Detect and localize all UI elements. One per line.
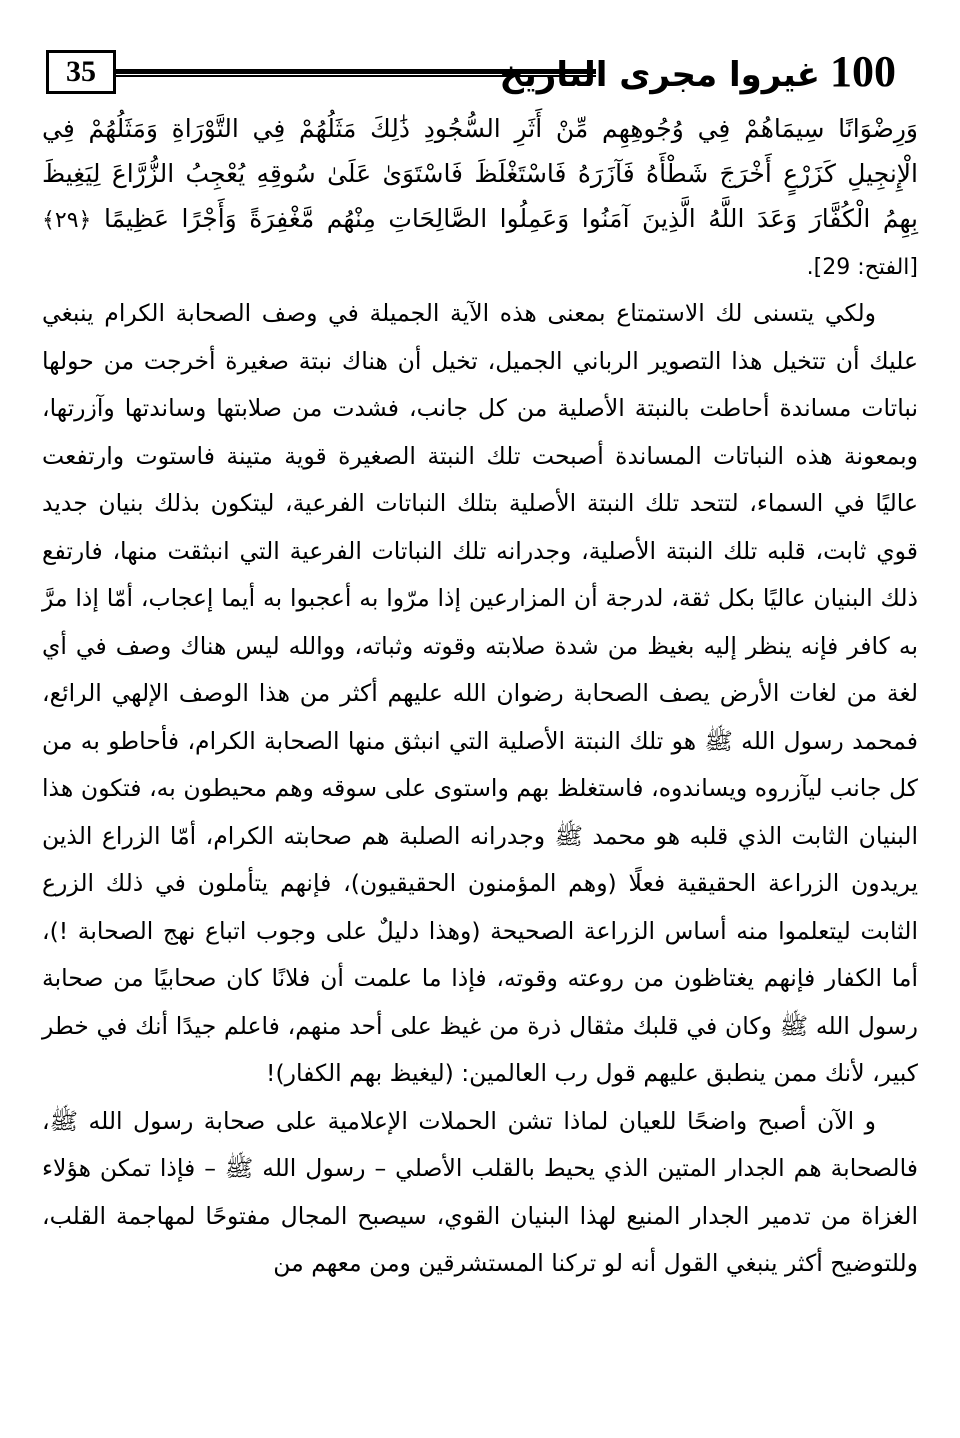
page-number: 35 (66, 55, 96, 88)
verse-citation: [الفتح: 29]. (806, 255, 918, 280)
quran-verse-text: وَرِضْوَانًا سِيمَاهُمْ فِي وُجُوهِهِم مِّنْ أَثَرِ السُّجُودِ ذَٰلِكَ مَثَلُهُمْ فِي التَّوْرَاةِ وَمَثَلُهُمْ فِي الْإِنجِيلِ كَزَرْعٍ أَخْرَجَ شَطْأَهُ فَآزَرَهُ فَاسْتَغْلَظَ فَاسْتَوَىٰ عَلَىٰ سُوقِهِ يُعْجِبُ الزُّرَّاعَ لِيَغِيظَ بِهِمُ الْكُفَّارَ وَعَدَ اللَّهُ الَّذِينَ آمَنُوا وَعَمِلُوا الصَّالِحَاتِ مِنْهُم مَّغْفِرَةً وَأَجْرًا عَظِيمًا (42, 114, 918, 233)
verse-end-marker: ﴿٢٩﴾ (42, 208, 92, 233)
paragraph-1: ولكي يتسنى لك الاستمتاع بمعنى هذه الآية الجميلة في وصف الصحابة الكرام ينبغي عليك أن تتخيل هذا التصوير الرباني الجميل، تخيل أن هناك نبتة صغيرة أخرجت من حولها نباتات مساندة أحاطت بالنبتة الأصلية من كل جانب، فشدت من صلابتها وساندتها وآزرتها، وبمعونة هذه النباتات المساندة أصبحت تلك النبتة الصغيرة قوية متينة فاستوت وارتفعت عاليًا في السماء، لتتحد تلك النبتة الأصلية بتلك النباتات الفرعية، ليتكون بذلك بنيان جديد قوي ثابت، قلبه تلك النبتة الأصلية، وجدرانه تلك النباتات الفرعية التي انبثقت منها، فارتفع ذلك البنيان عاليًا بكل ثقة، لدرجة أن المزارعين إذا مرّوا به أعجبوا به أيما إعجاب، أمّا إذا مرَّ به كافر فإنه ينظر إليه بغيظ من شدة صلابته وقوته وثباته، ووالله ليس هناك وصف في أي لغة من لغات الأرض يصف الصحابة رضوان الله عليهم أكثر من هذا الوصف الإلهي الرائع، فمحمد رسول الله ﷺ هو تلك النبتة الأصلية التي انبثق منها الصحابة الكرام، فأحاطو به من كل جانب ليآزروه ويساندوه، فاستغلظ بهم واستوى على سوقه وهم محيطون به، فتكون هذا البنيان الثابت الذي قلبه هو محمد ﷺ وجدرانه الصلبة هم صحابته الكرام، أمّا الزراع الذين يريدون الزراعة الحقيقية فعلًا (وهم المؤمنون الحقيقيون)، فإنهم يتأملون في ذلك الزرع الثابت ليتعلموا منه أساس الزراعة الصحيحة (وهذا دليلٌ على وجوب اتباع نهج الصحابة !)، أما الكفار فإنهم يغتاظون من روعته وقوته، فإذا ما علمت أن فلانًا كان صحابيًا من صحابة رسول الله ﷺ وكان في قلبك مثقال ذرة من غيظ على أحد منهم، فاعلم جيدًا أنك في خطر كبير، لأنك ممن ينطبق عليهم قول رب العالمين: (ليغيظ بهم الكفار)! (42, 299, 918, 1087)
book-title (500, 44, 897, 103)
book-title-text: غيروا مجرى التاريخ (499, 55, 820, 95)
page-content (42, 106, 918, 1288)
quran-verse (42, 106, 918, 290)
book-title-number: 100 (830, 47, 896, 96)
page-number-box (46, 50, 116, 94)
page-header (46, 44, 896, 100)
paragraph-2: و الآن أصبح واضحًا للعيان لماذا تشن الحملات الإعلامية على صحابة رسول الله ﷺ، فالصحابة هم الجدار المتين الذي يحيط بالقلب الأصلي – رسول الله ﷺ – فإذا تمكن هؤلاء الغزاة من تدمير الجدار المنيع لهذا البنيان القوي، سيصبح المجال مفتوحًا لمهاجمة القلب، وللتوضيح أكثر ينبغي القول أنه لو تركنا المستشرقين ومن معهم من (42, 1106, 918, 1277)
